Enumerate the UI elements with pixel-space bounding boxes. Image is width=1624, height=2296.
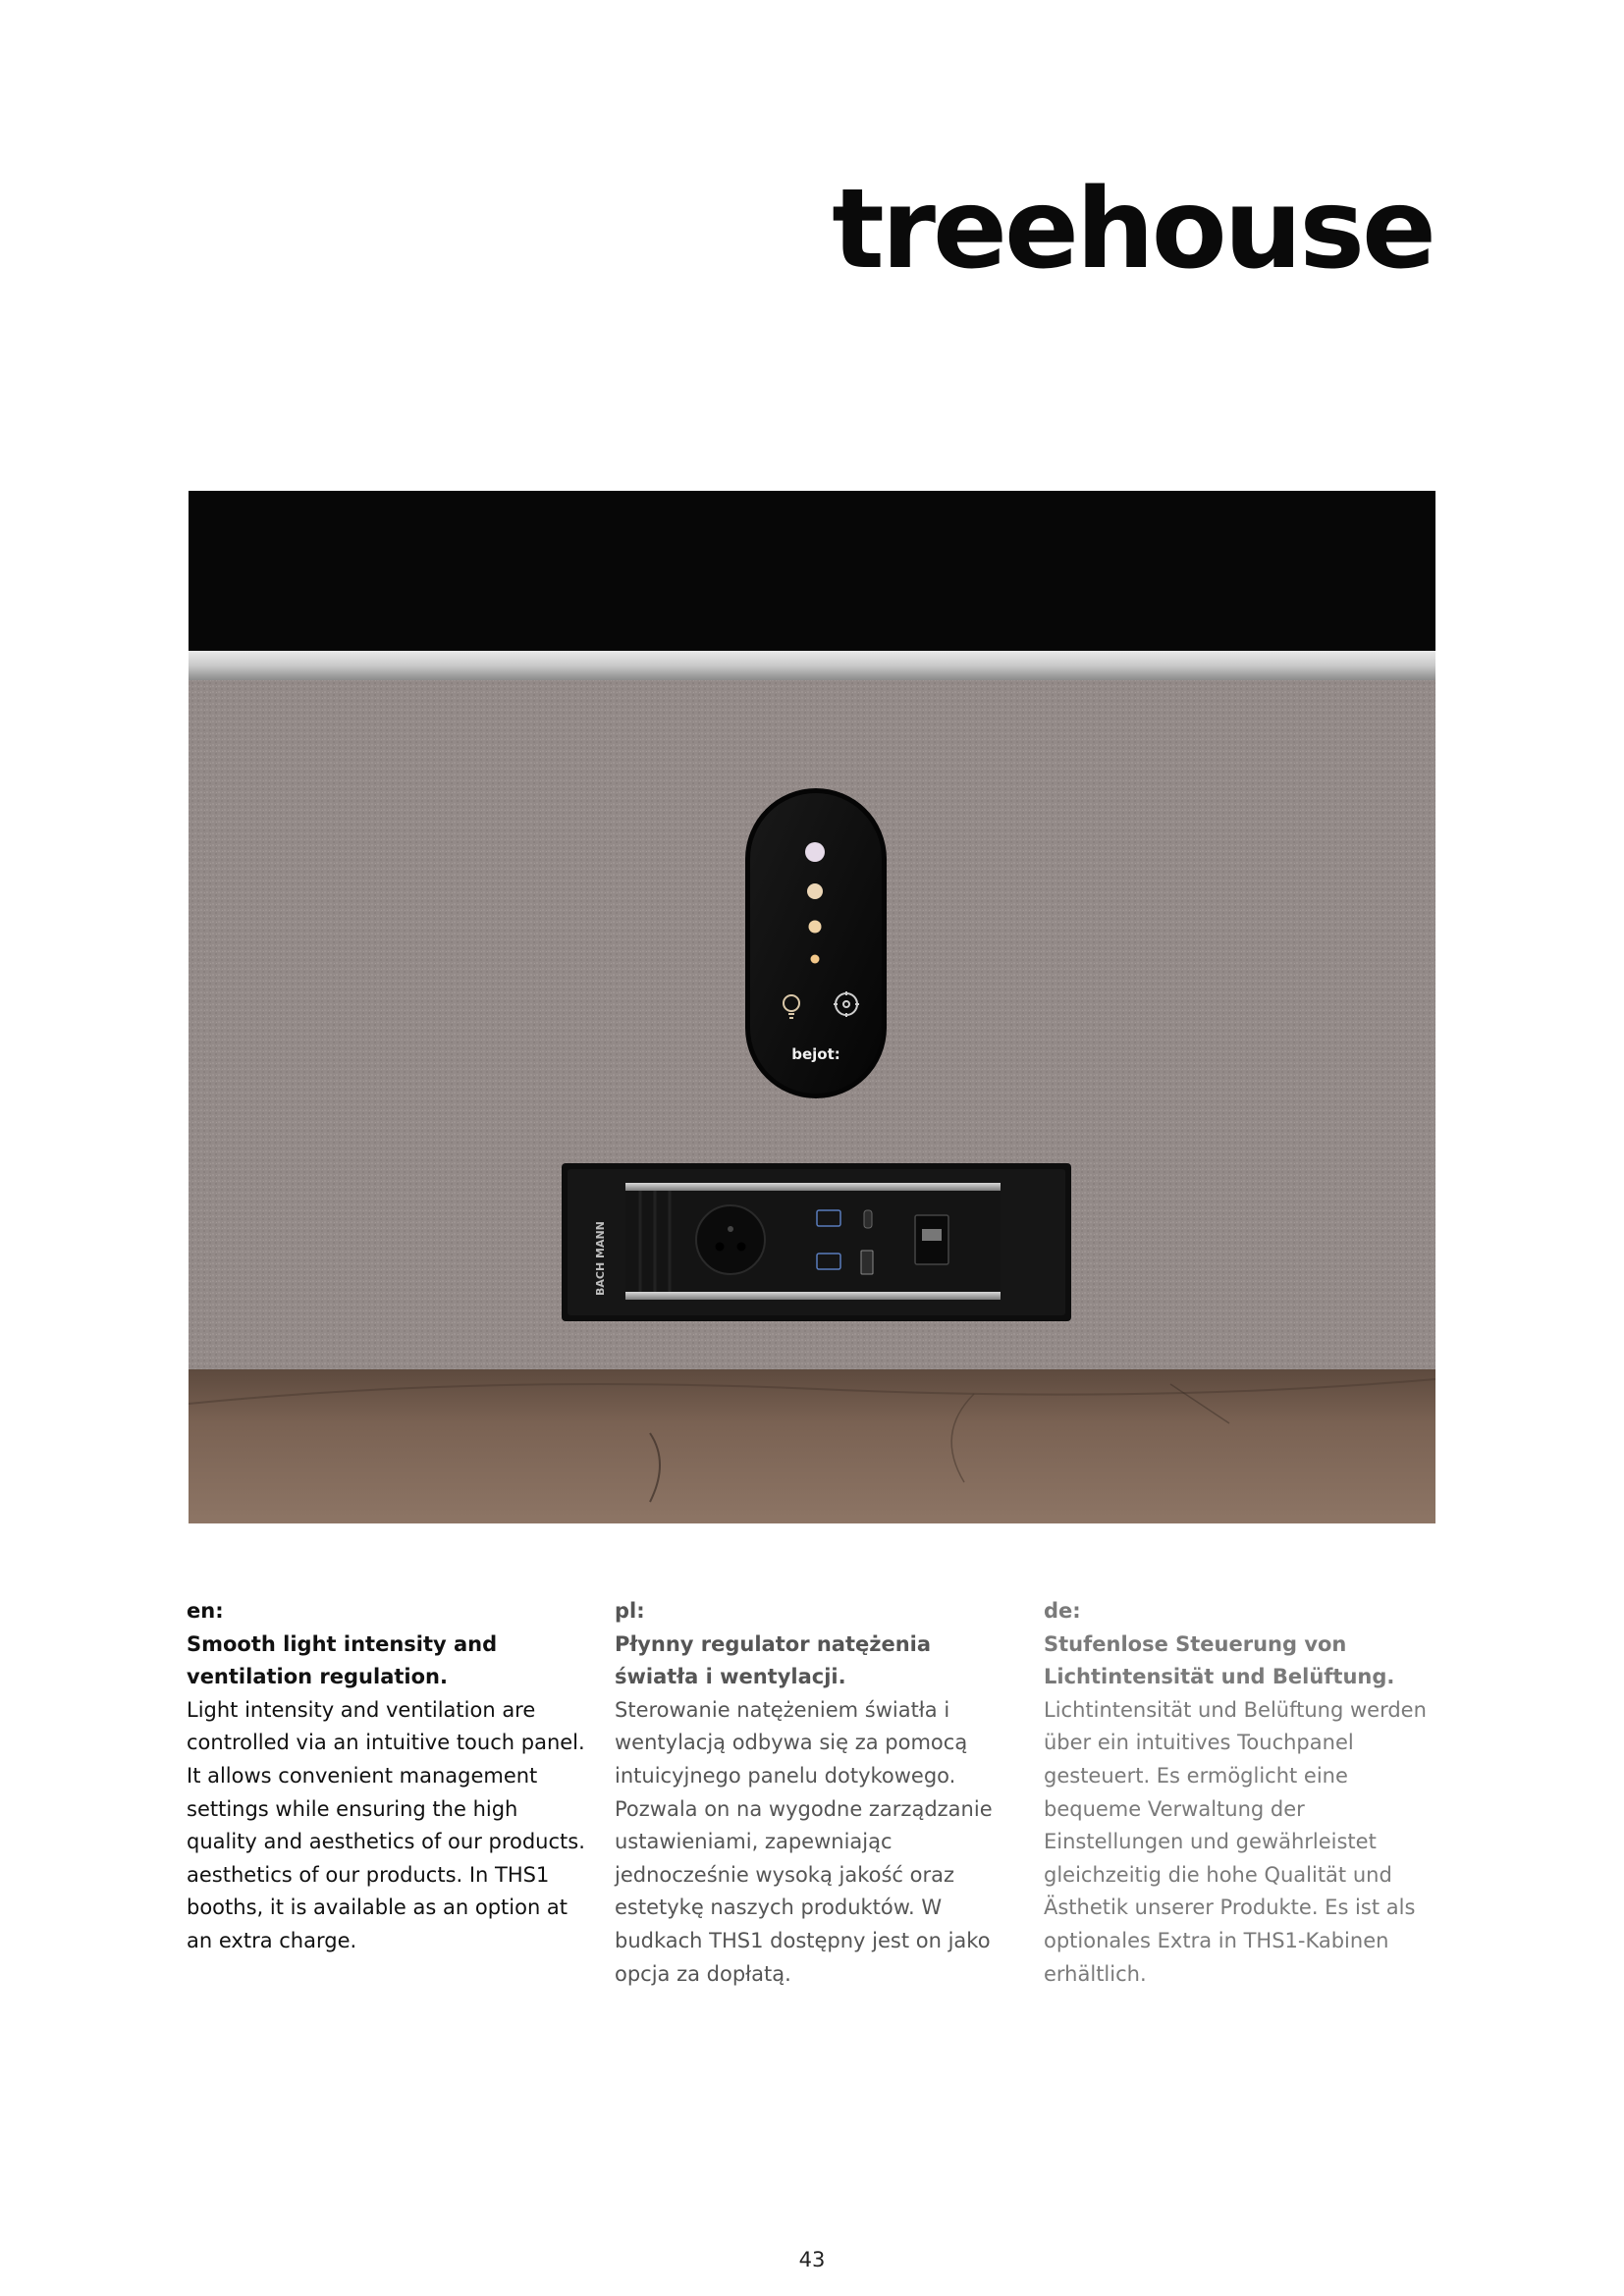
section-heading: Stufenlose Steuerung von Lichtintensität und Belüftung.: [1044, 1631, 1395, 1689]
text-column-en: [187, 1595, 589, 1958]
light-level-dot-1: [805, 842, 825, 862]
section-body: Sterowanie natężeniem światła i wentylacją odbywa się za pomocą intuicyjnego panelu dotykowego. Pozwala on na wygodne zarządzanie ustawieniami, zapewniając jednocześnie wysoką jakość oraz estetykę naszych produktów. W budkach THS1 dostępny jest on jako opcja za dopłatą.: [615, 1697, 993, 1986]
power-outlet-icon: [696, 1205, 765, 1274]
section-heading: Płynny regulator natężenia światła i wentylacji.: [615, 1631, 932, 1689]
language-label: de:: [1044, 1599, 1081, 1623]
light-level-dot-3: [809, 921, 822, 934]
section-body: Light intensity and ventilation are controlled via an intuitive touch panel. It allows convenient management settings while ensuring the high quality and aesthetics of our products. aesthetics of our products. In THS1 booths, it is available as an option at an extra charge.: [187, 1697, 585, 1952]
page-number: 43: [798, 2248, 826, 2271]
product-photo: [189, 491, 1435, 1523]
light-level-dot-2: [807, 883, 823, 899]
hdmi-port-icon: [915, 1215, 948, 1264]
section-heading: Smooth light intensity and ventilation regulation.: [187, 1631, 498, 1689]
power-socket-strip: [562, 1163, 1071, 1321]
wood-surface: [189, 1369, 1435, 1523]
brand-title: treehouse: [832, 166, 1434, 294]
panel-brand-logo: bejot:: [791, 1045, 840, 1063]
touch-control-panel: [745, 788, 887, 1098]
section-body: Lichtintensität und Belüftung werden über ein intuitives Touchpanel gesteuert. Es ermöglicht eine bequeme Verwaltung der Einstellungen und gewährleistet gleichzeitig die hohe Qualität und Ästhetik unserer Produkte. Es ist als optionales Extra in THS1-Kabinen erhältlich.: [1044, 1697, 1427, 1986]
text-column-pl: [615, 1595, 1017, 1991]
black-top-area: [189, 491, 1435, 651]
aluminium-rail: [189, 651, 1435, 680]
text-column-de: [1044, 1595, 1446, 1991]
light-level-dot-4: [811, 955, 820, 964]
language-label: pl:: [615, 1599, 645, 1623]
socket-brand-logo: BACH MANN: [594, 1221, 607, 1296]
language-label: en:: [187, 1599, 224, 1623]
